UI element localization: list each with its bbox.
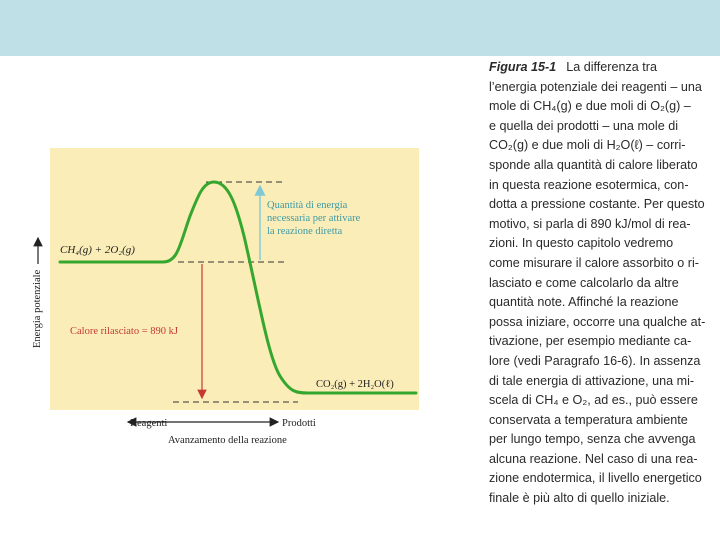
caption-line: dotta a pressione costante. Per questo (489, 197, 705, 212)
caption-line: l’energia potenziale dei reagenti – una (489, 79, 702, 94)
figure-caption (489, 58, 706, 509)
activation-label-line-1: Quantità di energia (267, 200, 348, 211)
caption-line: di tale energia di attivazione, una mi- (489, 373, 695, 388)
x-axis-label: Avanzamento della reazione (168, 435, 287, 446)
reactants-label: CH₄(g) + 2O₂(g) (60, 244, 135, 256)
caption-line: quantità note. Affinché la reazione (489, 295, 679, 310)
caption-line: per lungo tempo, senza che avvenga (489, 432, 696, 447)
figure (18, 56, 706, 506)
caption-line: zioni. In questo capitolo vedremo (489, 236, 674, 251)
caption-line: Figura 15-1 La differenza tra (489, 60, 657, 74)
y-axis-label: Energia potenziale (32, 269, 43, 348)
caption-line: sponde alla quantità di calore liberato (489, 157, 698, 172)
header-band (0, 0, 720, 56)
caption-line: CO₂(g) e due moli di H₂O(ℓ) – corri- (489, 138, 686, 153)
caption-line: e quella dei prodotti – una mole di (489, 118, 679, 133)
x-end-label: Prodotti (282, 418, 316, 429)
caption-line: conservata a temperatura ambiente (489, 412, 688, 427)
caption-line: scela di CH₄ e O₂, ad es., può essere (489, 393, 698, 408)
heat-released-label: Calore rilasciato = 890 kJ (70, 326, 178, 337)
caption-line: motivo, si parla di 890 kJ/mol di rea- (489, 216, 691, 231)
caption-line: possa iniziare, occorre una qualche at- (489, 314, 706, 329)
caption-line: in questa reazione esotermica, con- (489, 177, 689, 192)
diagram-panel (50, 148, 419, 410)
caption-line: come misurare il calore assorbito o ri- (489, 255, 699, 270)
activation-label-line-3: la reazione diretta (267, 226, 343, 237)
figure-label: Figura 15-1 (489, 60, 557, 74)
caption-line: lasciato e come calcolarlo da altre (489, 275, 679, 290)
caption-line: tivazione, per esempio mediante ca- (489, 334, 692, 349)
energy-diagram (18, 56, 478, 452)
caption-line: finale è più alto di quello iniziale. (489, 491, 670, 506)
activation-label-line-2: necessaria per attivare (267, 213, 361, 224)
caption-line: alcuna reazione. Nel caso di una rea- (489, 451, 698, 466)
caption-line: mole di CH₄(g) e due moli di O₂(g) – (489, 99, 691, 114)
caption-line: zione endotermica, il livello energetico (489, 471, 702, 486)
x-start-label: Reagenti (130, 418, 168, 429)
caption-line: lore (vedi Paragrafo 16-6). In assenza (489, 353, 701, 368)
products-label: CO₂(g) + 2H₂O(ℓ) (316, 379, 394, 390)
